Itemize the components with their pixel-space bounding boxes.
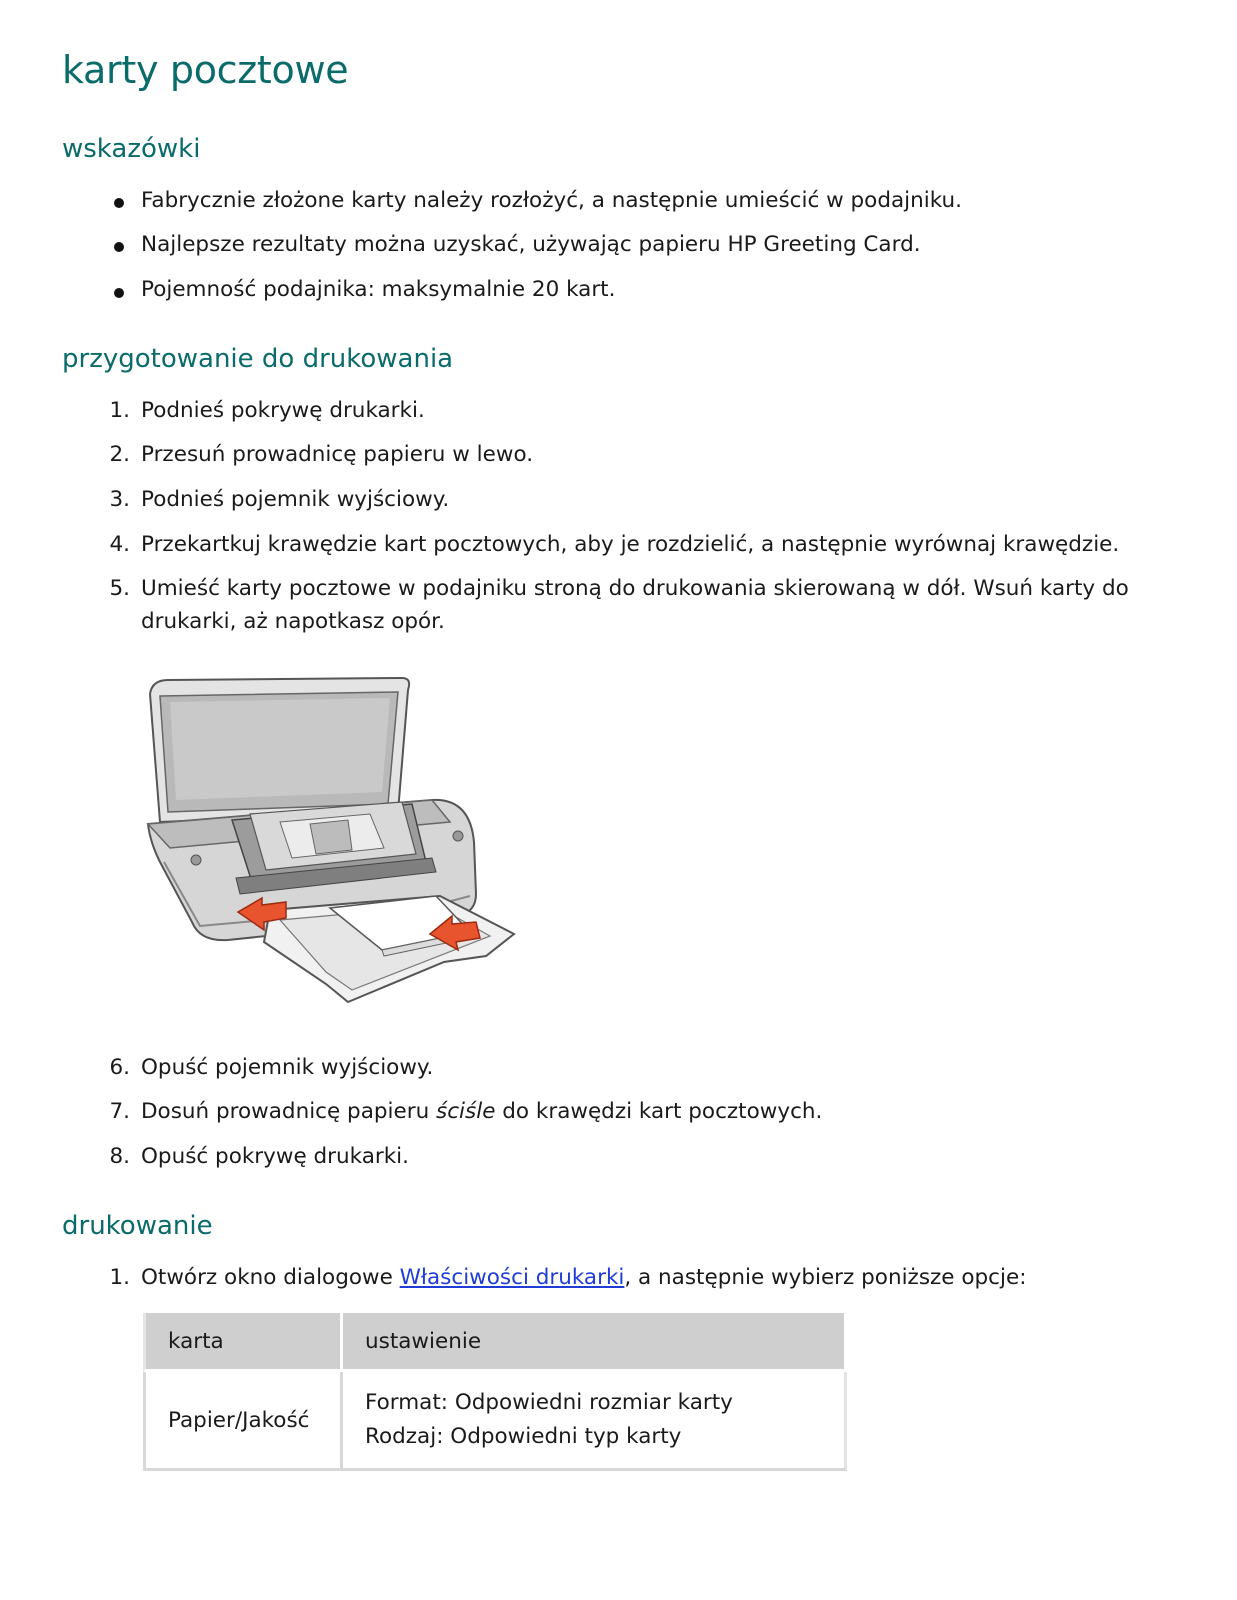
step-text-continuation: drukarki, aż napotkasz opór. xyxy=(141,609,445,634)
step-text xyxy=(141,1095,822,1128)
step-number: 3. xyxy=(109,487,130,512)
tip-item: Najlepsze rezultaty można uzyskać, używając papieru HP Greeting Card. xyxy=(141,232,921,257)
step-text: Przekartkuj krawędzie kart pocztowych, aby je rozdzielić, a następnie wyrównaj krawędzie. xyxy=(141,532,1120,557)
step-text: Opuść pokrywę drukarki. xyxy=(141,1144,409,1169)
printer-loading-postcards-illustration xyxy=(140,672,525,1017)
step-text-part: do krawędzi kart pocztowych. xyxy=(495,1099,823,1124)
column-header-tab: karta xyxy=(143,1313,343,1372)
bullet-icon xyxy=(114,198,124,208)
step-text-part: Dosuń prowadnicę papieru xyxy=(141,1099,437,1124)
setting-line: Format: Odpowiedni rozmiar karty xyxy=(365,1390,733,1415)
tip-item: Pojemność podajnika: maksymalnie 20 kart. xyxy=(141,277,616,302)
step-text: Opuść pojemnik wyjściowy. xyxy=(141,1055,434,1080)
step-text xyxy=(141,1261,1026,1294)
step-text: Podnieś pokrywę drukarki. xyxy=(141,398,425,423)
step-number: 6. xyxy=(109,1055,130,1080)
section-heading-prep: przygotowanie do drukowania xyxy=(62,344,454,374)
step-text-part: Otwórz okno dialogowe xyxy=(141,1265,400,1290)
step-number: 4. xyxy=(109,532,130,557)
table-row xyxy=(143,1372,847,1471)
bullet-icon xyxy=(114,288,124,298)
emphasized-text: ściśle xyxy=(436,1099,496,1124)
step-text: Podnieś pojemnik wyjściowy. xyxy=(141,487,450,512)
printer-properties-link[interactable]: Właściwości drukarki xyxy=(399,1265,625,1290)
bullet-icon xyxy=(114,242,124,252)
step-number: 2. xyxy=(109,442,130,467)
step-text-part: , a następnie wybierz poniższe opcje: xyxy=(624,1265,1027,1290)
step-number: 1. xyxy=(109,398,130,423)
settings-table xyxy=(143,1313,847,1471)
table-cell-tab: Papier/Jakość xyxy=(143,1372,343,1471)
column-header-setting: ustawienie xyxy=(343,1313,847,1372)
step-number: 1. xyxy=(109,1265,130,1290)
step-number: 7. xyxy=(109,1099,130,1124)
step-number: 8. xyxy=(109,1144,130,1169)
table-header-row xyxy=(143,1313,847,1372)
section-heading-tips: wskazówki xyxy=(62,134,201,164)
page-title: karty pocztowe xyxy=(62,48,349,92)
section-heading-print: drukowanie xyxy=(62,1211,213,1241)
table-cell-settings xyxy=(343,1372,847,1471)
step-text: Przesuń prowadnicę papieru w lewo. xyxy=(141,442,534,467)
setting-line: Rodzaj: Odpowiedni typ karty xyxy=(365,1424,682,1449)
step-text: Umieść karty pocztowe w podajniku stroną do drukowania skierowaną w dół. Wsuń karty do xyxy=(141,576,1129,601)
tip-item: Fabrycznie złożone karty należy rozłożyć, a następnie umieścić w podajniku. xyxy=(141,188,962,213)
step-number: 5. xyxy=(109,576,130,601)
